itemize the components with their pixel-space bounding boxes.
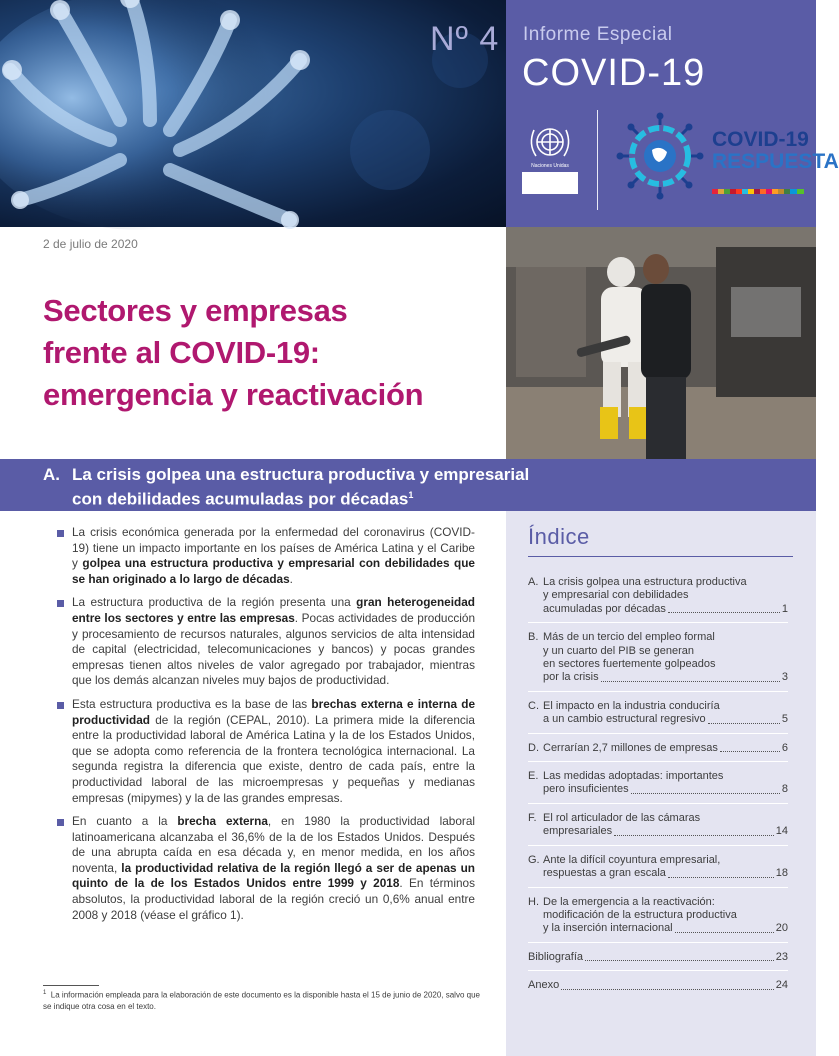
issue-number: Nº 4 (430, 20, 500, 58)
index-entry-text: La crisis golpea una estructura productiva (543, 576, 747, 588)
index-separator (528, 942, 788, 943)
index-entry[interactable] (528, 812, 788, 839)
index-entry-text: en sectores fuertemente golpeados (543, 658, 716, 671)
index-separator (528, 845, 788, 846)
body-bullet: En cuanto a la brecha externa, en 1980 la productividad laboral latinoamericana alcanzaba el 36,6% de la de los Estados Unidos. Después de una abrupta caída en esa década y, en menor medida, en los años noventa, la productividad relativa de la región llegó a ser de apenas un quinto de la de los Estados Unidos entre 1999 y 2018. En términos absolutos, la productividad laboral de la región creció un 0,6% anual entre 2008 y 2018 (véase el gráfico 1). (57, 814, 475, 923)
dot-leader (614, 834, 774, 836)
index-entry-text: acumuladas por décadas (543, 602, 666, 615)
un-logo-caption: Naciones Unidas (531, 163, 569, 169)
index-entry-text: Anexo (528, 979, 560, 992)
index-entry-text: El rol articulador de las cámaras (543, 811, 701, 824)
index-list (528, 576, 788, 1003)
index-entry-page: 5 (781, 713, 788, 726)
title-line: frente al COVID-19: (43, 335, 320, 370)
index-title-rule (528, 556, 793, 557)
index-entry-text: Bibliografía (528, 950, 584, 963)
dot-leader (601, 680, 780, 682)
dot-leader (585, 959, 774, 961)
body-bullet: La crisis económica generada por la enfermedad del coronavirus (COVID-19) tiene un impacto importante en los países de América Latina y el Caribe y golpea una estructura productiva y empresarial con debilidades que se han originado a lo largo de décadas. (57, 525, 475, 587)
dot-leader (720, 750, 780, 752)
dot-leader (561, 988, 774, 990)
index-entry[interactable] (528, 742, 788, 755)
index-entry-text: a un cambio estructural regresivo (543, 713, 706, 726)
index-entry-page: 20 (775, 922, 788, 935)
bullet-square-icon (57, 600, 64, 607)
index-entry-text: De la emergencia a la reactivación: (543, 895, 715, 908)
index-entry-text: y un cuarto del PIB se generan (543, 644, 695, 657)
index-entry-text: y empresarial con debilidades (543, 589, 689, 602)
index-entry-text: Cerrarían 2,7 millones de empresas (543, 741, 718, 754)
bullet-square-icon (57, 819, 64, 826)
section-title-text: con debilidades acumuladas por décadas (72, 489, 409, 509)
index-entry-letter: G. (528, 853, 540, 866)
publication-date: 2 de julio de 2020 (43, 237, 138, 251)
body-bullet: Esta estructura productiva es la base de las brechas externa e interna de productividad de la región (CEPAL, 2010). La primera mide la diferencia entre la productividad laboral de América Latina y la de los Estados Unidos, que se adopta como referencia de la frontera tecnológica internacional. La segunda registra la diferencia que existe, dentro de cada país, entre la productividad laboral de las microempresas y pequeñas y medianas empresas (mipymes) y la de las grandes empresas. (57, 697, 475, 806)
index-entry[interactable] (528, 770, 788, 797)
index-entry-text: El impacto en la industria conduciría (543, 699, 720, 712)
index-title: Índice (528, 524, 590, 549)
section-title (72, 465, 572, 510)
title-line: Sectores y empresas (43, 293, 348, 328)
section-title-line: La crisis golpea una estructura productiva y empresarial (72, 465, 530, 484)
index-separator (528, 761, 788, 762)
footnote-divider (43, 985, 99, 986)
covid-logo-word: COVID-19 (712, 128, 809, 151)
index-separator (528, 691, 788, 692)
index-entry[interactable] (528, 979, 788, 992)
index-entry-text: modificación de la estructura productiva (543, 908, 737, 921)
sdg-color-strip (712, 181, 804, 186)
index-entry-page: 24 (775, 979, 788, 992)
index-entry[interactable] (528, 951, 788, 964)
index-separator (528, 733, 788, 734)
covid-response-globe-logo (615, 112, 705, 200)
index-entry-text: empresariales (543, 825, 613, 838)
index-entry-letter: A. (528, 576, 539, 588)
footnote-text: La información empleada para la elaboración de este documento es la disponible hasta el 15 de junio de 2020, salvo que se indique otra cosa en el texto. (43, 990, 480, 1011)
section-letter: A. (43, 465, 60, 484)
body-text-column (57, 525, 475, 931)
body-bullet: La estructura productiva de la región presenta una gran heterogeneidad entre los sectores y entre las empresas. Pocas actividades de producción y procesamiento de recursos naturales, algunos servicios de alta intensidad de capital (electricidad, telecomunicaciones y bancos) y pocas grandes empresas tienen altos niveles de valor agregado por trabajador, mientras que los demás alcanzan niveles muy bajos de productividad. (57, 595, 475, 689)
bullet-square-icon (57, 702, 64, 709)
footnote-number: 1 (43, 990, 47, 996)
index-entry-text: Ante la difícil coyuntura empresarial, (543, 853, 721, 866)
dot-leader (675, 931, 774, 933)
index-entry[interactable] (528, 576, 788, 616)
un-logo-label-box (522, 172, 578, 194)
index-entry-letter: F. (528, 811, 537, 824)
dot-leader (668, 876, 774, 878)
index-entry-text: Las medidas adoptadas: importantes (543, 770, 724, 783)
index-entry[interactable] (528, 854, 788, 881)
index-entry-text: respuestas a gran escala (543, 867, 666, 880)
index-separator (528, 803, 788, 804)
index-entry-page: 14 (775, 825, 788, 838)
index-entry-letter: D. (528, 741, 539, 754)
index-entry-page: 18 (775, 867, 788, 880)
index-separator (528, 887, 788, 888)
index-entry-text: y la inserción internacional (543, 922, 673, 935)
bullet-square-icon (57, 530, 64, 537)
document-title (43, 290, 493, 416)
index-entry-page: 6 (781, 741, 788, 754)
title-line: emergencia y reactivación (43, 377, 424, 412)
index-entry[interactable] (528, 896, 788, 936)
index-entry-letter: B. (528, 631, 539, 644)
index-entry-text: pero insuficientes (543, 783, 629, 796)
index-entry[interactable] (528, 700, 788, 727)
index-entry-text: por la crisis (543, 671, 599, 684)
index-entry-page: 8 (781, 783, 788, 796)
index-separator (528, 622, 788, 623)
dot-leader (668, 611, 780, 613)
dot-leader (631, 792, 780, 794)
footnote-reference: 1 (408, 490, 414, 500)
covid-logo-response-word: RESPUESTA (712, 150, 839, 173)
header-divider (597, 110, 598, 210)
index-entry-page: 3 (781, 671, 788, 684)
section-title-line (72, 485, 572, 510)
footnote (43, 988, 488, 1012)
index-entry[interactable] (528, 631, 788, 685)
index-entry-letter: E. (528, 770, 539, 783)
dot-leader (708, 722, 780, 724)
index-separator (528, 970, 788, 971)
index-entry-letter: H. (528, 895, 539, 908)
index-entry-page: 1 (781, 602, 788, 615)
index-entry-page: 23 (775, 950, 788, 963)
disinfection-workers-photo (506, 227, 816, 459)
series-label: Informe Especial (523, 24, 673, 45)
index-entry-text: Más de un tercio del empleo formal (543, 631, 715, 644)
index-entry-letter: C. (528, 699, 539, 712)
series-title: COVID-19 (522, 52, 706, 94)
